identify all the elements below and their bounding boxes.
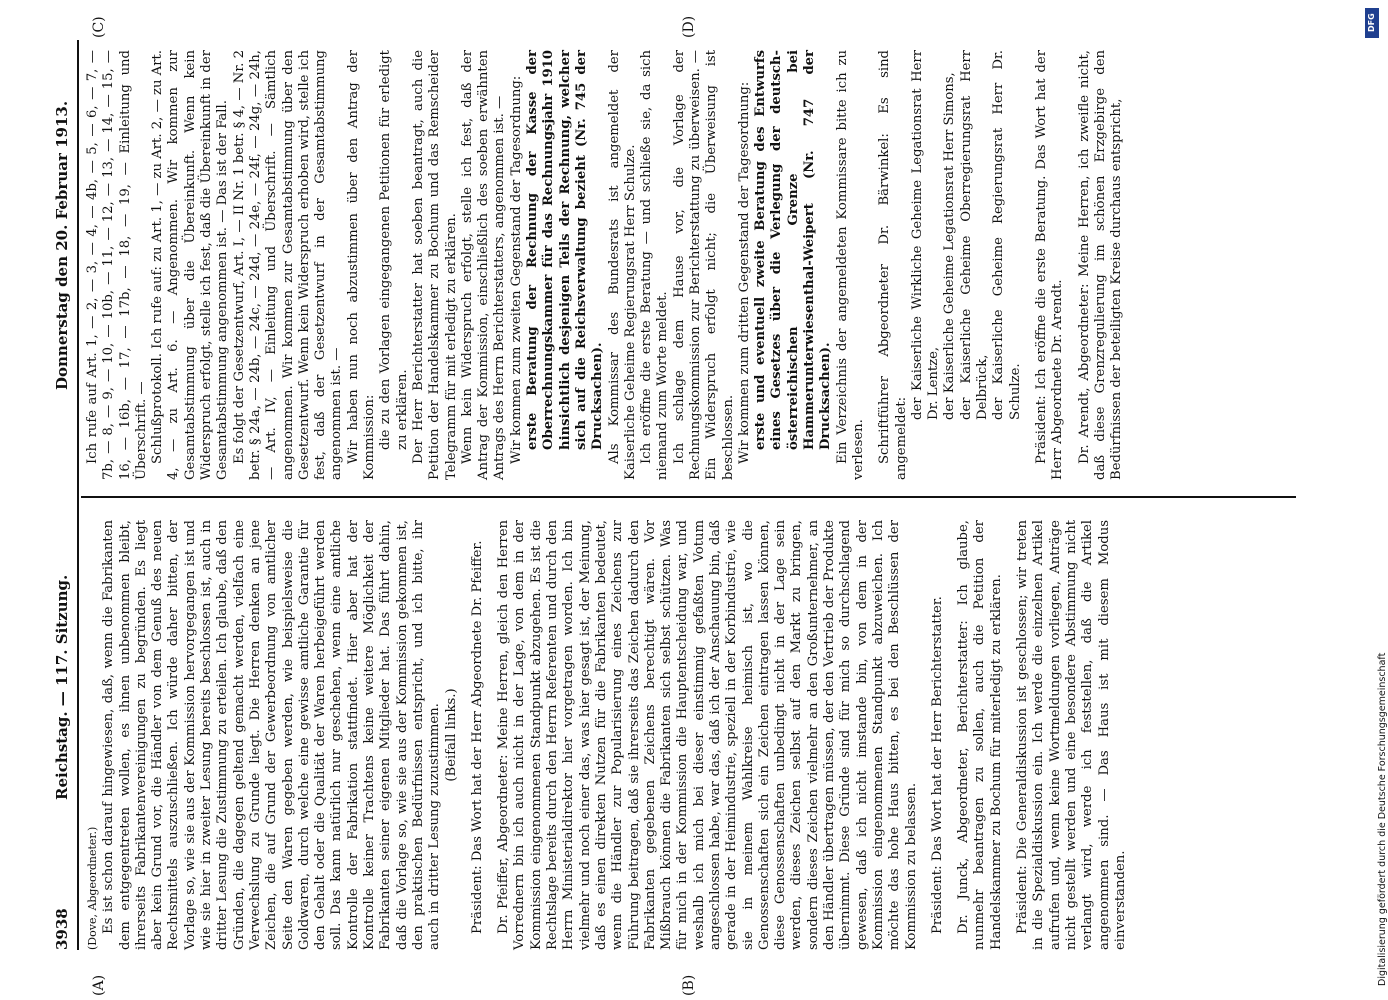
paragraph: die zu den Vorlagen eingegangenen Petitionen für erledigt zu erklären. <box>378 50 410 450</box>
page-number: 3938 <box>53 908 71 950</box>
margin-marker-b: (B) <box>681 974 697 996</box>
paragraph: Ich eröffne die erste Beratung — und schließe sie, da sich niemand zum Worte meldet. <box>639 50 671 480</box>
header-left-title: Reichstag. — 117. Sitzung. <box>53 574 71 800</box>
paragraph: Es folgt der Gesetzentwurf, Art. I, — II Nr. 1 betr. § 4, — Nr. 2 betr. § 24a, — 24b, — 24c, — 24d, — 24e, — 24f, — 24g, — 24h, — Art. IV, — Einleitung und Überschrift. — Sämtlich angenommen. Wir kommen zur Gesamtabstimmung über den Gesetzentwurf. Wenn kein Widerspruch erhoben wird, stelle ich fest, daß der Gesetzentwurf in der Gesamtabstimmung angenommen ist. — <box>231 50 345 480</box>
paragraph: Dr. Junck, Abgeordneter, Berichterstatter: Ich glaube, nunmehr beantragen zu sollen, auch die Petition der Handelskammer zu Bochum für miterledigt zu erklären. <box>956 520 1004 950</box>
paragraph: Präsident: Ich eröffne die erste Beratung. Das Wort hat der Herr Abgeordnete Dr. Arendt. <box>1033 50 1066 480</box>
paragraph: Dr. Arendt, Abgeordneter: Meine Herren, ich zweifle nicht, daß diese Grenzregulierung im schönen Erzgebirge den Bedürfnissen der beteiligten Kreise durchaus entspricht, <box>1076 50 1125 480</box>
applause-note: (Beifall links.) <box>443 688 459 782</box>
right-column <box>85 50 1125 480</box>
commissioner-entry: der Kaiserliche Geheime Oberregierungsrat Herr Delbrück, <box>958 50 991 420</box>
paragraph: Schlußprotokoll. Ich rufe auf: zu Art. 1, — zu Art. 2, — zu Art. 4, — zu Art. 6. — Angenommen. Wir kommen zur Gesamtabstimmung über die Übereinkunft. Wenn kein Widerspruch erfolgt, stelle ich fest, daß die Übereinkunft in der Gesamtabstimmung angenommen ist. — Das ist der Fall. <box>150 50 231 480</box>
paragraph: Wir kommen zum dritten Gegenstand der Tagesordnung: <box>736 81 752 464</box>
paragraph: Wir kommen zum zweiten Gegenstand der Tagesordnung: <box>508 75 524 464</box>
paragraph: Dr. Pfeiffer, Abgeordneter: Meine Herren, gleich den Herren Vorrednern bin ich auch nicht in der Lage, von dem in der Kommission eingenommenen Standpunkt abzugehen. Es ist die Rechtslage bereits durch den Herrn Referenten und durch den Herrn Ministerialdirektor hier vorgetragen worden. Ich bin vielmehr und noch einer das, was hier gesagt ist, der Meinung, daß es einen direkten Nutzen für die Fabrikanten bedeutet, wenn die Händler zur Popularisierung eines Zeichens zur Führung beitragen, daß sie ihrerseits das Zeichen dadurch den Fabrikanten gegebenen Zeichens berechtigt wären. Vor Mißbrauch können die Fabrikanten sich selbst schützen. Was für mich in der Kommission die Hauptentscheidung war, und weshalb ich mich bei dieser einstimmig gefaßten Votum angeschlossen habe, war das, daß ich der Anschauung bin, daß gerade in der Heimindustrie, speziell in der Korbindustrie, wie sie in meinem Wahlkreise heimisch ist, wo die Genossenschaften sich ein Zeichen eintragen lassen können, diese Genossenschaften unbedingt nicht in der Lage sein werden, dieses Zeichen selbst auf den Markt zu bringen, sondern dieses Zeichen vielmehr an den Großunternehmer, an den Händler übertragen müssen, der den Vertrieb der Produkte übernimmt. Diese Gründe sind für mich so durchschlagend gewesen, daß ich nicht imstande bin, von dem in der Kommission eingenommenen Standpunkt abzuweichen. Ich möchte das hohe Haus bitten, es bei den Beschlüssen der Kommission zu belassen. <box>496 520 919 950</box>
paragraph: Schriftführer Abgeordneter Dr. Bärwinkel: Es sind angemeldet: <box>877 50 909 480</box>
paragraph: Präsident: Die Generaldiskussion ist geschlossen; wir treten in die Spezialdiskussion ein. Ich werde die einzelnen Artikel aufrufen und, wenn keine Wortmeldungen vorliegen, Anträge nicht gestellt werden und eine besondere Abstimmung nicht verlangt wird, werde ich feststellen, daß die Artikel angenommen sind. — Das Haus ist mit diesem Modus einverstanden. <box>1015 520 1128 950</box>
paragraph: Präsident: Das Wort hat der Herr Berichterstatter. <box>929 596 945 934</box>
rotated-document-page <box>51 15 1296 996</box>
agenda-item: erste Beratung der Rechnung der Kasse der Oberrechnungskammer für das Rechnungsjahr 1910 hinsichtlich desjenigen Teils der Rechnung, welcher sich auf die Reichsverwaltung bezieht (Nr. 745 der Drucksachen). <box>525 50 606 450</box>
paragraph: Der Herr Berichterstatter hat soeben beantragt, auch die Petition der Handelskammer zu Bochum und das Remscheider Telegramm für mit erledigt zu erklären. <box>410 50 459 480</box>
paragraph: Als Kommissar des Bundesrats ist angemeldet der Kaiserliche Geheime Regierungsrat Herr Schulze. <box>606 50 638 480</box>
dfg-logo: DFG <box>1365 8 1379 38</box>
commissioner-entry: der Kaiserliche Wirkliche Geheime Legationsrat Herr Dr. Lentze, <box>909 50 942 420</box>
paragraph: Ich rufe auf Art. 1, — 2, — 3, — 4, — 4b, — 5, — 6, — 7, — 7b, — 8, — 9, — 10, — 10b, — 11, — 12, — 13, — 14, — 15, — 16, — 16b, — 17, — 17b, — 18, — 19, — Einleitung und Überschrift. — <box>85 50 149 480</box>
paragraph: Präsident: Das Wort hat der Herr Abgeordnete Dr. Pfeiffer. <box>469 540 485 934</box>
speaker-tag: (Dove, Abgeordneter.) <box>86 826 99 950</box>
column-divider <box>81 496 1296 498</box>
paragraph: Es ist schon darauf hingewiesen, daß, wenn die Fabrikanten dem entgegentreten wollen, es ihnen unbenommen bleibt, ihrerseits Fabrikantenvereinigungen zu begründen. Es liegt aber kein Grund vor, die Händler von dem Genuß des neuen Rechtsmittels auszuschließen. Ich würde daher bitten, der Vorlage so, wie sie aus der Kommission hervorgegangen ist und wie sie hier in zweiter Lesung bereits beschlossen ist, auch in dritter Lesung die Zustimmung zu erteilen. Ich glaube, daß den Gründen, die dagegen geltend gemacht werden, vielfach eine Verwechslung zu Grunde liegt. Die Herren denken an jene Zeichen, die auf Grund der Gewerbeordnung von amtlicher Seite den Waren gegeben werden, wie beispielsweise die Goldwaren, durch welche eine gewisse amtliche Garantie für den Gehalt oder die Qualität der Waren herbeigeführt werden soll. Das kann natürlich nur geschehen, wenn eine amtliche Kontrolle der Fabrikation stattfindet. Hier aber hat der Kontrolle keiner Trachtens keine weitere Möglichkeit der Fabrikanten seiner eigenen Mitglieder hat. Das führt dahin, daß die Vorlage so, wie sie aus der Kommission gekommen ist, den praktischen Bedürfnissen entspricht, und ich bitte, ihr auch in dritter Lesung zuzustimmen. <box>101 520 443 950</box>
paragraph: Ich schlage dem Hause vor, die Vorlage der Rechnungskommission zur Berichterstattung zu überweisen. — Ein Widerspruch erfolgt nicht; die Überweisung ist beschlossen. <box>671 50 736 480</box>
margin-marker-d: (D) <box>681 15 697 38</box>
paragraph: Wenn kein Widerspruch erfolgt, stelle ich fest, daß der Antrag der Kommission, einschließlich des soeben erwähnten Antrags des Herrn Berichterstatters, angenommen ist. — <box>459 50 508 480</box>
digitization-side-note <box>1361 0 1388 1000</box>
header-right-title: Donnerstag den 20. Februar 1913. <box>53 100 71 390</box>
left-column <box>85 520 1129 950</box>
side-note-text: Digitalisierung gefördert durch die Deutsche Forschungsgemeinschaft <box>1377 652 1388 986</box>
margin-marker-a: (A) <box>91 974 107 996</box>
paragraph: Wir haben nun noch abzustimmen über den Antrag der Kommission: <box>345 50 378 480</box>
margin-marker-c: (C) <box>91 16 107 38</box>
paragraph: Ein Verzeichnis der angemeldeten Kommissare bitte ich zu verlesen. <box>834 50 866 480</box>
commissioner-entry: der Kaiserliche Geheime Regierungsrat Herr Dr. Schulze. <box>991 50 1023 420</box>
page-header <box>51 40 79 950</box>
agenda-item: erste und eventuell zweite Beratung des Entwurfs eines Gesetzes über die Verlegung der deutsch-österreichischen Grenze bei Hammerunterwiesenthal-Weipert (Nr. 747 der Drucksachen). <box>753 50 834 450</box>
commissioner-entry: der Kaiserliche Geheime Legationsrat Herr Simons, <box>942 72 958 420</box>
